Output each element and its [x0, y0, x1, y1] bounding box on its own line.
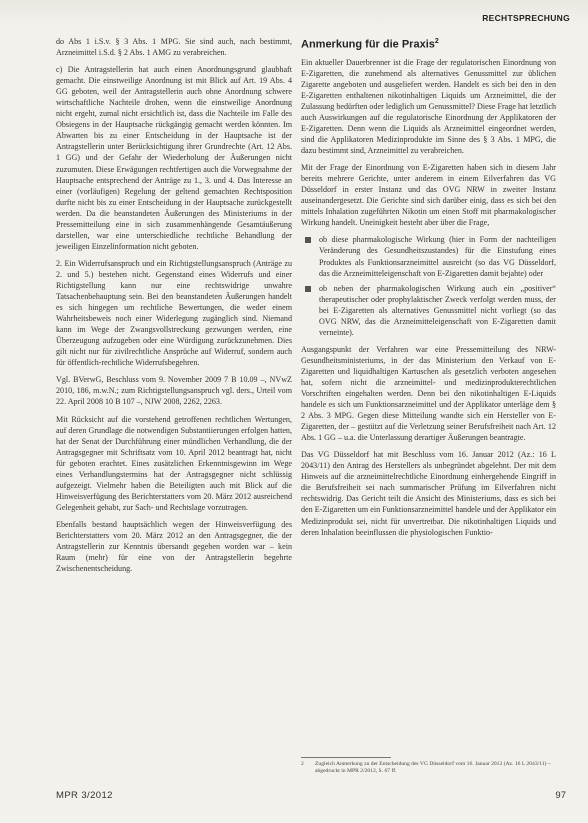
- square-bullet-icon: [305, 286, 311, 292]
- paragraph: Ausgangspunkt der Verfahren war eine Pressemitteilung des NRW-Gesundheitsministeriums, in der das Ministerium den Verkauf von E-Zigaretten und liquidhaltigen Kartuschen als gesetzlich verboten angesehen hat, sofern nicht die arzneimittel- und medizinprodukterechtlichen Vorschriften eingehalten werden. Denn bei den nikotinhaltigen E-Liquids handele es sich um Funktionsarzneimittel und der Applikator unterläge dem § 2 Abs. 3 MPG. Gegen diese Mitteilung wandte sich ein Hersteller von E-Zigaretten, der – gestützt auf die Verletzung seiner Berufsfreiheit nach Art. 12 Abs. 1 GG – u.a. die Unterlassung derartiger Äußerungen beantragte.: [301, 344, 556, 443]
- journal-issue: MPR 3/2012: [56, 790, 113, 801]
- paragraph: Das VG Düsseldorf hat mit Beschluss vom 16. Januar 2012 (Az.: 16 L 2043/11) den Antrag des Herstellers als unbegründet abgelehnt. Der mit dem Hinweis auf die arzneimittelrechtliche Einordnung einhergehende Eingriff in die Berufsfreiheit sei nach summarischer Prüfung im Eilverfahren nicht rechtswidrig. Das Gericht teilt die Ansicht des Ministeriums, dass es sich bei den E-Zigaretten um ein Funktionsarzneimittel handele und der Applikator ein Medizinprodukt sei, nicht für unvertretbar. Die nikotinhaltigen Liquids und deren Inhalation beeinflussen die physiologischen Funktio-: [301, 450, 556, 537]
- paragraph: Mit der Frage der Einordnung von E-Zigaretten haben sich in diesem Jahr bereits mehrere Gerichte, unter anderem in einem Eilverfahren das VG Düsseldorf in erster Instanz und das OVG NRW in zweiter Instanz auseinandergesetzt. Die Gerichte sind sich darüber einig, dass es sich bei den mittels Inhalation zugeführten Nikotin um einen Stoff mit pharmakologischer Wirkung handelt. Uneinigkeit besteht aber über die Frage,: [301, 163, 556, 228]
- annotation-title: Anmerkung für die Praxis: [301, 38, 435, 51]
- square-bullet-icon: [305, 237, 311, 243]
- footnote-number: 2: [301, 761, 304, 767]
- citation-paragraph: Vgl. BVerwG, Beschluss vom 9. November 2009 7 B 10.09 –, NVwZ 2010, 186, m.w.N.; zum Richtigstellungsanspruch vgl. ders., Urteil vom 22. April 2008 10 B 107 –, NJW 2008, 2262, 2263.: [56, 375, 292, 407]
- bullet-list: [301, 234, 556, 337]
- annotation-heading: [301, 36, 556, 51]
- paragraph: do Abs 1 i.S.v. § 3 Abs. 1 MPG. Sie sind auch, nach bestimmt, Arzneimittel i.S.d. § 2 Abs. 1 AMG zu verabreichen.: [56, 37, 292, 58]
- bullet-item: [301, 283, 556, 338]
- footnote-text: Zugleich Anmerkung zu der Entscheidung des VG Düsseldorf vom 16. Januar 2012 (Az. 16 L 2043/11) – abgedruckt in MPR 2/2012, S. 67 ff.: [315, 761, 551, 774]
- paragraph: Mit Rücksicht auf die vorstehend getroffenen rechtlichen Wertungen, auf deren Grundlage die notwendigen Substantiierungen erfolgen hatten, hat der Senat der Durchführung einer mündlichen Verhandlung, die der Antragsgegner mit Schriftsatz vom 10. April 2012 beantragt hat, nicht für geboten erachtet. Eines zusätzlichen Erkenntnisgewinn im Wege eines Verhandlungstermins hat der Antragsgegner nicht schlüssig aufgezeigt. Vielmehr haben die Beteiligten auch mit Blick auf die Hinweisverfügung des Berichterstatters vom 20. März 2012 ausreichend Gelegenheit gehabt, zur Sach- und Rechtslage vorzutragen.: [56, 414, 292, 512]
- paragraph: Ebenfalls bestand hauptsächlich wegen der Hinweisverfügung des Berichterstatters vom 20. März 2012 an den Antragsgegner, die der Antragstellerin zur Kenntnis übersandt gegeben worden war – kein Raum (mehr) für eine von der Antragstellerin begehrte Zwischenentscheidung.: [56, 519, 292, 574]
- bullet-text: ob neben der pharmakologischen Wirkung auch ein „positiver“ therapeutischer oder prophylaktischer Zweck verfolgt werden muss, der bei E-Zigaretten als alternatives Genussmittel nicht vorliegt (so das OVG NRW, das die Arzneimitteleigenschaft von E-Zigaretten damit verneinte).: [319, 283, 556, 337]
- footnote-divider: [301, 757, 391, 758]
- left-column: [56, 36, 292, 580]
- bullet-item: [301, 234, 556, 278]
- footnote: [301, 761, 556, 775]
- bullet-text: ob diese pharmakologische Wirkung (hier in Form der nachteiligen Veränderung des Gesundheitszustandes) für die Einstufung eines Produktes als Funktionsarzneimittel ausreicht (so das VG Düsseldorf, das die Arzneimitteleigenschaft von E-Zigaretten damit bejahte) oder: [319, 235, 556, 278]
- section-label: RECHTSPRECHUNG: [482, 13, 570, 23]
- paragraph: 2. Ein Widerrufsanspruch und ein Richtigstellungsanspruch (Anträge zu 2. und 5.) bestehen nicht. Gegenstand eines Widerrufs und einer Richtigstellung kann nur eine rechtswidrige unwahre Tatsachenbehauptung sein. Bei den beanstandeten Äußerungen handelt es sich hingegen um rechtliche Bewertungen, die weder einem Wahrheitsbeweis noch einer Widerlegung zugänglich sind. Niemand kann im Wege der Zwangsvollstreckung gezwungen werden, eine Überzeugung aufzugeben oder eine Würdigung zurückzunehmen. Dies gilt nicht nur für zivilrechtliche Ansprüche auf Widerruf, sondern auch für öffentlich-rechtliche Widerrufsbegehren.: [56, 258, 292, 368]
- footnote-marker: 2: [434, 38, 439, 45]
- page-number: 97: [555, 790, 566, 801]
- paragraph: c) Die Antragstellerin hat auch einen Anordnungsgrund glaubhaft gemacht. Die einstweilige Anordnung ist mit Blick auf Art. 19 Abs. 4 GG geboten, weil der Antragstellerin auch ohne Anordnung schwere wirtschaftliche Nachteile drohen, wenn die einstweilige Anordnung nicht ergeht, zumal nicht ersichtlich ist, dass die Nachteile im Falle des Obsiegens in der Hauptsache rückgängig gemacht werden könnten. Im Abwarten bis zu einer Entscheidung in der Hauptsache ist der Antragstellerin unter Berücksichtigung ihrer Grundrechte (Art. 12 Abs. 1 GG) und der Gefahr der Wiederholung der Äußerungen nicht zuzumuten. Diese Erwägungen rechtfertigen auch die Vorwegnahme der Hauptsache entsprechend der Anträge zu 1., 3. und 4. Das Interesse an einer (vorläufigen) Regelung der geltend gemachten Rechtsposition durfte nicht bis zu einer Entscheidung in der Hauptsache zurückgestellt werden. Da die beanstandeten Äußerungen des Ministeriums in der Pressemitteilung eine in sich zusammenhängende Gesamtäußerung darstellen, war eine unterschiedliche rechtliche Behandlung der jeweiligen Einzelinformation nicht geboten.: [56, 65, 292, 251]
- paragraph: Ein aktueller Dauerbrenner ist die Frage der regulatorischen Einordnung von E-Zigaretten, die zunehmend als alternatives Genussmittel zur üblichen Zigarette angeboten und ausgeliefert werden. Handelt es sich bei den in den E-Zigaretten enthaltenen nikotinhaltigen Liquids um Arzneimittel, die der Zulassung bedürften oder lediglich um Genussmittel? Diese Frage hat letztlich auch Auswirkungen auf die regulatorische Einordnung der Applikatoren der E-Zigaretten. Denn wenn die Liquids als Arzneimittel eingeordnet werden, sind die Applikatoren Medizinprodukte im Sinne des § 3 Abs. 1 MPG, die dazu bestimmt sind, Arzneimittel zu verabreichen.: [301, 57, 556, 156]
- right-column: [301, 36, 556, 544]
